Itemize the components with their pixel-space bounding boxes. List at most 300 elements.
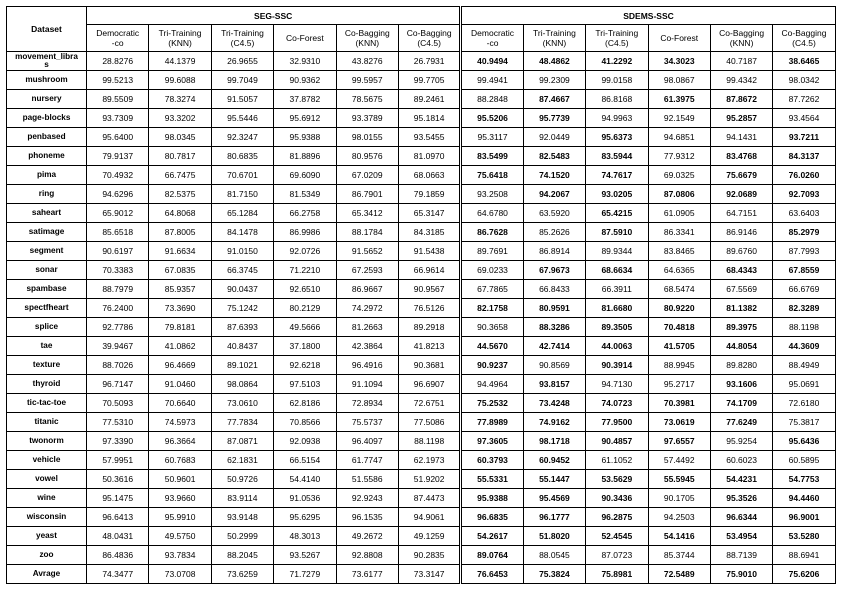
table-row xyxy=(7,413,836,432)
score-cell: 75.6418 xyxy=(461,166,523,185)
score-cell: 67.0835 xyxy=(149,261,211,280)
method-header: Co-Bagging (C4.5) xyxy=(398,25,460,52)
score-cell: 98.0155 xyxy=(336,128,398,147)
score-cell: 44.5670 xyxy=(461,337,523,356)
score-cell: 96.6835 xyxy=(461,508,523,527)
score-cell: 74.5973 xyxy=(149,413,211,432)
score-cell: 96.6413 xyxy=(87,508,149,527)
score-cell: 88.1784 xyxy=(336,223,398,242)
score-cell: 89.2918 xyxy=(398,318,460,337)
score-cell: 26.9655 xyxy=(211,52,273,71)
score-cell: 95.1475 xyxy=(87,489,149,508)
score-cell: 84.3137 xyxy=(773,147,835,166)
score-cell: 94.9061 xyxy=(398,508,460,527)
score-cell: 76.5126 xyxy=(398,299,460,318)
score-cell: 77.7834 xyxy=(211,413,273,432)
score-cell: 91.5652 xyxy=(336,242,398,261)
score-cell: 73.0708 xyxy=(149,565,211,584)
score-cell: 93.3202 xyxy=(149,109,211,128)
score-cell: 65.3412 xyxy=(336,204,398,223)
method-header: Co-Bagging (KNN) xyxy=(710,25,772,52)
score-cell: 67.8559 xyxy=(773,261,835,280)
score-cell: 92.9243 xyxy=(336,489,398,508)
score-cell: 63.6403 xyxy=(773,204,835,223)
table-row xyxy=(7,470,836,489)
score-cell: 67.2593 xyxy=(336,261,398,280)
score-cell: 88.7139 xyxy=(710,546,772,565)
score-cell: 82.3289 xyxy=(773,299,835,318)
score-cell: 72.8934 xyxy=(336,394,398,413)
score-cell: 99.4342 xyxy=(710,71,772,90)
score-cell: 93.5267 xyxy=(274,546,336,565)
score-cell: 75.9010 xyxy=(710,565,772,584)
dataset-name: wine xyxy=(7,489,87,508)
score-cell: 42.3864 xyxy=(336,337,398,356)
score-cell: 90.4857 xyxy=(586,432,648,451)
dataset-name: saheart xyxy=(7,204,87,223)
score-cell: 28.8276 xyxy=(87,52,149,71)
score-cell: 49.2672 xyxy=(336,527,398,546)
score-cell: 74.0723 xyxy=(586,394,648,413)
score-cell: 98.0864 xyxy=(211,375,273,394)
score-cell: 94.6296 xyxy=(87,185,149,204)
score-cell: 81.8896 xyxy=(274,147,336,166)
score-cell: 86.8168 xyxy=(586,90,648,109)
score-cell: 95.3526 xyxy=(710,489,772,508)
dataset-header: Dataset xyxy=(7,7,87,52)
score-cell: 90.1705 xyxy=(648,489,710,508)
score-cell: 95.6912 xyxy=(274,109,336,128)
score-cell: 49.5666 xyxy=(274,318,336,337)
score-cell: 88.3286 xyxy=(523,318,585,337)
score-cell: 60.5895 xyxy=(773,451,835,470)
score-cell: 87.7993 xyxy=(773,242,835,261)
score-cell: 75.5737 xyxy=(336,413,398,432)
score-cell: 92.0938 xyxy=(274,432,336,451)
score-cell: 96.4097 xyxy=(336,432,398,451)
score-cell: 88.7979 xyxy=(87,280,149,299)
score-cell: 85.2626 xyxy=(523,223,585,242)
score-cell: 66.3745 xyxy=(211,261,273,280)
dataset-name: tae xyxy=(7,337,87,356)
score-cell: 89.2461 xyxy=(398,90,460,109)
method-header: Co-Forest xyxy=(648,25,710,52)
score-cell: 93.7834 xyxy=(149,546,211,565)
method-header: Co-Forest xyxy=(274,25,336,52)
score-cell: 68.5474 xyxy=(648,280,710,299)
score-cell: 66.2758 xyxy=(274,204,336,223)
score-cell: 73.3690 xyxy=(149,299,211,318)
score-cell: 61.7747 xyxy=(336,451,398,470)
score-cell: 54.7753 xyxy=(773,470,835,489)
score-cell: 99.0158 xyxy=(586,71,648,90)
score-cell: 87.5910 xyxy=(586,223,648,242)
score-cell: 93.1606 xyxy=(710,375,772,394)
score-cell: 57.9951 xyxy=(87,451,149,470)
score-cell: 92.0449 xyxy=(523,128,585,147)
score-cell: 44.0063 xyxy=(586,337,648,356)
score-cell: 43.8276 xyxy=(336,52,398,71)
score-cell: 78.3274 xyxy=(149,90,211,109)
table-row xyxy=(7,337,836,356)
score-cell: 96.3664 xyxy=(149,432,211,451)
score-cell: 89.0764 xyxy=(461,546,523,565)
score-cell: 68.6634 xyxy=(586,261,648,280)
score-cell: 93.3789 xyxy=(336,109,398,128)
table-row xyxy=(7,90,836,109)
score-cell: 99.7705 xyxy=(398,71,460,90)
table-row xyxy=(7,147,836,166)
score-cell: 48.3013 xyxy=(274,527,336,546)
score-cell: 88.2045 xyxy=(211,546,273,565)
score-cell: 98.0345 xyxy=(149,128,211,147)
dataset-name: Avrage xyxy=(7,565,87,584)
score-cell: 49.1259 xyxy=(398,527,460,546)
score-cell: 74.1520 xyxy=(523,166,585,185)
score-cell: 65.4215 xyxy=(586,204,648,223)
score-cell: 87.0806 xyxy=(648,185,710,204)
score-cell: 38.6465 xyxy=(773,52,835,71)
table-row xyxy=(7,527,836,546)
score-cell: 51.5586 xyxy=(336,470,398,489)
table-row xyxy=(7,508,836,527)
score-cell: 93.4564 xyxy=(773,109,835,128)
score-cell: 89.9344 xyxy=(586,242,648,261)
score-cell: 48.0431 xyxy=(87,527,149,546)
table-row xyxy=(7,375,836,394)
dataset-name: movement_libra s xyxy=(7,52,87,71)
score-cell: 67.7865 xyxy=(461,280,523,299)
score-cell: 65.3147 xyxy=(398,204,460,223)
score-cell: 95.5446 xyxy=(211,109,273,128)
method-header: Democratic -co xyxy=(87,25,149,52)
score-cell: 87.0871 xyxy=(211,432,273,451)
dataset-name: spambase xyxy=(7,280,87,299)
score-cell: 90.9362 xyxy=(274,71,336,90)
score-cell: 90.9567 xyxy=(398,280,460,299)
score-cell: 37.1800 xyxy=(274,337,336,356)
score-cell: 99.7049 xyxy=(211,71,273,90)
dataset-name: sonar xyxy=(7,261,87,280)
score-cell: 64.7151 xyxy=(710,204,772,223)
score-cell: 89.7691 xyxy=(461,242,523,261)
score-cell: 51.8020 xyxy=(523,527,585,546)
dataset-name: vehicle xyxy=(7,451,87,470)
score-cell: 94.1431 xyxy=(710,128,772,147)
score-cell: 71.7279 xyxy=(274,565,336,584)
method-header: Tri-Training (KNN) xyxy=(149,25,211,52)
score-cell: 54.4231 xyxy=(710,470,772,489)
score-cell: 86.8914 xyxy=(523,242,585,261)
score-cell: 89.3505 xyxy=(586,318,648,337)
score-cell: 94.7130 xyxy=(586,375,648,394)
score-cell: 75.3824 xyxy=(523,565,585,584)
dataset-name: satimage xyxy=(7,223,87,242)
table-row xyxy=(7,299,836,318)
score-cell: 95.4569 xyxy=(523,489,585,508)
dataset-name: nursery xyxy=(7,90,87,109)
method-header: Democratic -co xyxy=(461,25,523,52)
score-cell: 96.1535 xyxy=(336,508,398,527)
score-cell: 90.9237 xyxy=(461,356,523,375)
score-cell: 99.4941 xyxy=(461,71,523,90)
score-cell: 61.0905 xyxy=(648,204,710,223)
score-cell: 74.9162 xyxy=(523,413,585,432)
score-cell: 70.6640 xyxy=(149,394,211,413)
dataset-name: ring xyxy=(7,185,87,204)
score-cell: 69.0233 xyxy=(461,261,523,280)
score-cell: 95.5206 xyxy=(461,109,523,128)
score-cell: 74.3477 xyxy=(87,565,149,584)
score-cell: 87.8005 xyxy=(149,223,211,242)
score-cell: 94.2067 xyxy=(523,185,585,204)
score-cell: 73.3147 xyxy=(398,565,460,584)
score-cell: 92.7093 xyxy=(773,185,835,204)
score-cell: 88.6941 xyxy=(773,546,835,565)
dataset-name: texture xyxy=(7,356,87,375)
score-cell: 96.6907 xyxy=(398,375,460,394)
table-row xyxy=(7,71,836,90)
score-cell: 88.1198 xyxy=(773,318,835,337)
score-cell: 93.8157 xyxy=(523,375,585,394)
score-cell: 51.9202 xyxy=(398,470,460,489)
score-cell: 87.8672 xyxy=(710,90,772,109)
score-cell: 92.3247 xyxy=(211,128,273,147)
score-cell: 66.3911 xyxy=(586,280,648,299)
method-header: Co-Bagging (KNN) xyxy=(336,25,398,52)
score-cell: 97.3605 xyxy=(461,432,523,451)
score-cell: 74.1709 xyxy=(710,394,772,413)
score-cell: 96.2875 xyxy=(586,508,648,527)
score-cell: 95.2857 xyxy=(710,109,772,128)
score-cell: 54.2617 xyxy=(461,527,523,546)
score-cell: 95.6400 xyxy=(87,128,149,147)
score-cell: 96.7147 xyxy=(87,375,149,394)
score-cell: 49.5750 xyxy=(149,527,211,546)
score-cell: 91.0460 xyxy=(149,375,211,394)
table-row xyxy=(7,109,836,128)
score-cell: 66.7475 xyxy=(149,166,211,185)
score-cell: 87.6393 xyxy=(211,318,273,337)
score-cell: 90.3658 xyxy=(461,318,523,337)
score-cell: 76.2400 xyxy=(87,299,149,318)
score-cell: 81.1382 xyxy=(710,299,772,318)
score-cell: 52.4545 xyxy=(586,527,648,546)
score-cell: 70.4932 xyxy=(87,166,149,185)
score-cell: 62.8186 xyxy=(274,394,336,413)
score-cell: 95.9254 xyxy=(710,432,772,451)
score-cell: 32.9310 xyxy=(274,52,336,71)
score-cell: 90.8569 xyxy=(523,356,585,375)
score-cell: 61.3975 xyxy=(648,90,710,109)
score-cell: 92.8808 xyxy=(336,546,398,565)
score-cell: 92.0726 xyxy=(274,242,336,261)
score-cell: 68.4343 xyxy=(710,261,772,280)
score-cell: 53.5280 xyxy=(773,527,835,546)
score-cell: 99.5213 xyxy=(87,71,149,90)
score-cell: 99.6088 xyxy=(149,71,211,90)
dataset-name: twonorm xyxy=(7,432,87,451)
score-cell: 95.2717 xyxy=(648,375,710,394)
method-header-row xyxy=(7,25,836,52)
score-cell: 54.4140 xyxy=(274,470,336,489)
score-cell: 83.4768 xyxy=(710,147,772,166)
score-cell: 40.7187 xyxy=(710,52,772,71)
score-cell: 92.6218 xyxy=(274,356,336,375)
score-cell: 95.6436 xyxy=(773,432,835,451)
table-body xyxy=(7,52,836,584)
score-cell: 88.2848 xyxy=(461,90,523,109)
score-cell: 85.3744 xyxy=(648,546,710,565)
score-cell: 89.6760 xyxy=(710,242,772,261)
score-cell: 44.8054 xyxy=(710,337,772,356)
score-cell: 89.8280 xyxy=(710,356,772,375)
score-cell: 79.1859 xyxy=(398,185,460,204)
score-cell: 76.6453 xyxy=(461,565,523,584)
score-cell: 96.1777 xyxy=(523,508,585,527)
table-row xyxy=(7,280,836,299)
score-cell: 72.5489 xyxy=(648,565,710,584)
score-cell: 90.3436 xyxy=(586,489,648,508)
score-cell: 65.1284 xyxy=(211,204,273,223)
dataset-name: thyroid xyxy=(7,375,87,394)
score-cell: 75.2532 xyxy=(461,394,523,413)
dataset-name: pima xyxy=(7,166,87,185)
score-cell: 70.8566 xyxy=(274,413,336,432)
score-cell: 99.2309 xyxy=(523,71,585,90)
score-cell: 55.1447 xyxy=(523,470,585,489)
score-cell: 94.6851 xyxy=(648,128,710,147)
score-cell: 75.8981 xyxy=(586,565,648,584)
score-cell: 70.3981 xyxy=(648,394,710,413)
group-header-row xyxy=(7,7,836,25)
dataset-name: page-blocks xyxy=(7,109,87,128)
score-cell: 98.0342 xyxy=(773,71,835,90)
score-cell: 86.7901 xyxy=(336,185,398,204)
results-table xyxy=(6,6,836,584)
score-cell: 37.8782 xyxy=(274,90,336,109)
score-cell: 54.1416 xyxy=(648,527,710,546)
score-cell: 82.1758 xyxy=(461,299,523,318)
score-cell: 60.3793 xyxy=(461,451,523,470)
score-cell: 83.5944 xyxy=(586,147,648,166)
score-cell: 88.1198 xyxy=(398,432,460,451)
score-cell: 96.4669 xyxy=(149,356,211,375)
score-cell: 87.7262 xyxy=(773,90,835,109)
score-cell: 92.7786 xyxy=(87,318,149,337)
score-cell: 40.9494 xyxy=(461,52,523,71)
score-cell: 66.6769 xyxy=(773,280,835,299)
score-cell: 83.8465 xyxy=(648,242,710,261)
score-cell: 81.0970 xyxy=(398,147,460,166)
score-cell: 82.5375 xyxy=(149,185,211,204)
score-cell: 93.0205 xyxy=(586,185,648,204)
score-cell: 92.6510 xyxy=(274,280,336,299)
dataset-name: segment xyxy=(7,242,87,261)
score-cell: 87.0723 xyxy=(586,546,648,565)
score-cell: 94.4460 xyxy=(773,489,835,508)
method-header: Tri-Training (C4.5) xyxy=(211,25,273,52)
score-cell: 90.0437 xyxy=(211,280,273,299)
score-cell: 41.0862 xyxy=(149,337,211,356)
dataset-name: splice xyxy=(7,318,87,337)
score-cell: 66.5154 xyxy=(274,451,336,470)
score-cell: 79.9137 xyxy=(87,147,149,166)
table-row xyxy=(7,204,836,223)
score-cell: 78.5675 xyxy=(336,90,398,109)
score-cell: 72.6180 xyxy=(773,394,835,413)
score-cell: 70.5093 xyxy=(87,394,149,413)
group-header-seg-ssc: SEG-SSC xyxy=(87,7,461,25)
score-cell: 77.6249 xyxy=(710,413,772,432)
score-cell: 60.6023 xyxy=(710,451,772,470)
dataset-name: penbased xyxy=(7,128,87,147)
method-header: Co-Bagging (C4.5) xyxy=(773,25,835,52)
score-cell: 99.5957 xyxy=(336,71,398,90)
score-cell: 80.6835 xyxy=(211,147,273,166)
table-row xyxy=(7,394,836,413)
score-cell: 74.7617 xyxy=(586,166,648,185)
dataset-name: yeast xyxy=(7,527,87,546)
score-cell: 40.8437 xyxy=(211,337,273,356)
score-cell: 88.7026 xyxy=(87,356,149,375)
score-cell: 71.2210 xyxy=(274,261,336,280)
table-row xyxy=(7,489,836,508)
score-cell: 92.0689 xyxy=(710,185,772,204)
score-cell: 62.1973 xyxy=(398,451,460,470)
score-cell: 80.2129 xyxy=(274,299,336,318)
score-cell: 93.9660 xyxy=(149,489,211,508)
score-cell: 98.1718 xyxy=(523,432,585,451)
dataset-name: tic-tac-toe xyxy=(7,394,87,413)
score-cell: 73.4248 xyxy=(523,394,585,413)
score-cell: 79.8181 xyxy=(149,318,211,337)
score-cell: 93.9148 xyxy=(211,508,273,527)
dataset-name: zoo xyxy=(7,546,87,565)
score-cell: 89.5509 xyxy=(87,90,149,109)
score-cell: 95.7739 xyxy=(523,109,585,128)
score-cell: 97.5103 xyxy=(274,375,336,394)
score-cell: 67.9673 xyxy=(523,261,585,280)
group-header-sdems-ssc: SDEMS-SSC xyxy=(461,7,835,25)
score-cell: 95.9388 xyxy=(461,489,523,508)
score-cell: 77.5086 xyxy=(398,413,460,432)
score-cell: 90.2835 xyxy=(398,546,460,565)
score-cell: 92.1549 xyxy=(648,109,710,128)
score-cell: 77.9312 xyxy=(648,147,710,166)
score-cell: 69.6090 xyxy=(274,166,336,185)
table-row xyxy=(7,128,836,147)
score-cell: 85.6518 xyxy=(87,223,149,242)
score-cell: 55.5945 xyxy=(648,470,710,489)
score-cell: 93.7211 xyxy=(773,128,835,147)
score-cell: 42.7414 xyxy=(523,337,585,356)
score-cell: 95.3117 xyxy=(461,128,523,147)
dataset-name: vowel xyxy=(7,470,87,489)
score-cell: 77.9500 xyxy=(586,413,648,432)
score-cell: 61.1052 xyxy=(586,451,648,470)
score-cell: 98.0867 xyxy=(648,71,710,90)
score-cell: 95.9388 xyxy=(274,128,336,147)
score-cell: 88.0545 xyxy=(523,546,585,565)
score-cell: 70.4818 xyxy=(648,318,710,337)
score-cell: 69.0325 xyxy=(648,166,710,185)
score-cell: 84.3185 xyxy=(398,223,460,242)
score-cell: 95.0691 xyxy=(773,375,835,394)
score-cell: 75.6206 xyxy=(773,565,835,584)
score-cell: 75.3817 xyxy=(773,413,835,432)
score-cell: 86.9986 xyxy=(274,223,336,242)
